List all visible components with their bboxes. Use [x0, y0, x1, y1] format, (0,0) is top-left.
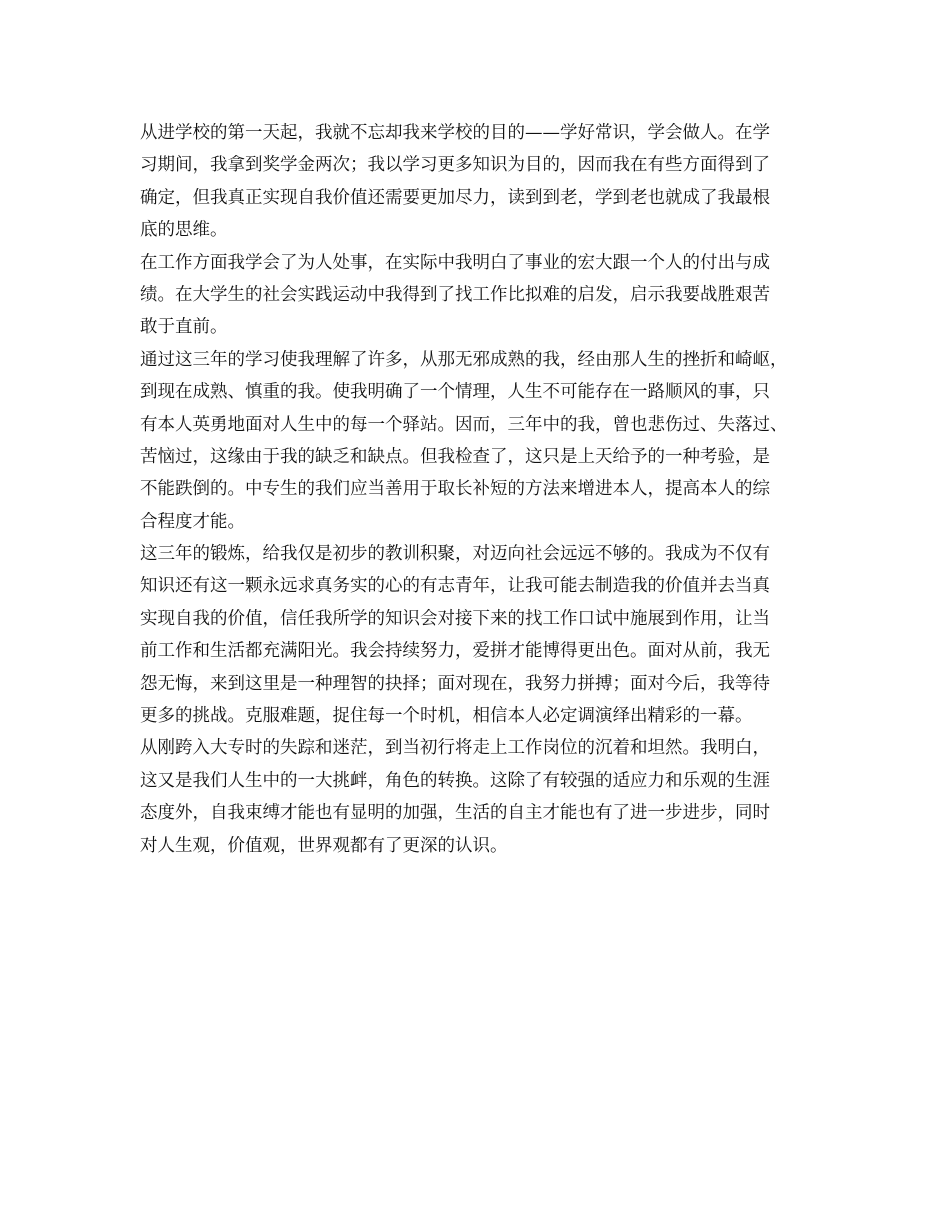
- text-line: 习期间，我拿到奖学金两次；我以学习更多知识为目的，因而我在有些方面得到了: [140, 155, 770, 176]
- text-line: 态度外，自我束缚才能也有显明的加强，生活的自主才能也有了进一步进步，同时: [140, 803, 770, 824]
- text-line: 这又是我们人生中的一大挑衅，角色的转换。这除了有较强的适应力和乐观的生涯: [140, 770, 770, 791]
- document-body: [140, 117, 830, 862]
- text-line: 从刚跨入大专时的失踪和迷茫，到当初行将走上工作岗位的沉着和坦然。我明白，: [140, 738, 770, 759]
- text-line: 绩。在大学生的社会实践运动中我得到了找工作比拟难的启发，启示我要战胜艰苦: [140, 284, 770, 305]
- text-line: 对人生观，价值观，世界观都有了更深的认识。: [140, 835, 508, 856]
- text-line: 确定，但我真正实现自我价值还需要更加尽力，读到到老，学到老也就成了我最根: [140, 187, 770, 208]
- paragraph-1: [140, 117, 830, 247]
- text-line: 苦恼过，这缘由于我的缺乏和缺点。但我检查了，这只是上天给予的一种考验，是: [140, 446, 770, 467]
- paragraph-5: [140, 732, 830, 862]
- text-line: 敢于直前。: [140, 317, 228, 338]
- text-line: 合程度才能。: [140, 511, 245, 532]
- text-line: 从进学校的第一天起，我就不忘却我来学校的目的——学好常识，学会做人。在学: [140, 123, 770, 143]
- text-line: 在工作方面我学会了为人处事，在实际中我明白了事业的宏大跟一个人的付出与成: [140, 252, 770, 273]
- text-line: 通过这三年的学习使我理解了许多，从那无邪成熟的我，经由那人生的挫折和崎岖，: [140, 349, 788, 370]
- text-line: 这三年的锻炼，给我仅是初步的教训积聚，对迈向社会远远不够的。我成为不仅有: [140, 544, 770, 565]
- text-line: 底的思维。: [140, 220, 228, 241]
- text-line: 有本人英勇地面对人生中的每一个驿站。因而，三年中的我，曾也悲伤过、失落过、: [140, 414, 788, 435]
- text-line: 不能跌倒的。中专生的我们应当善用于取长补短的方法来增进本人，提高本人的综: [140, 479, 770, 500]
- text-line: 实现自我的价值，信任我所学的知识会对接下来的找工作口试中施展到作用，让当: [140, 608, 770, 629]
- paragraph-4: [140, 538, 830, 732]
- paragraph-3: [140, 344, 830, 538]
- paragraph-2: [140, 247, 830, 344]
- text-line: 前工作和生活都充满阳光。我会持续努力，爱拼才能博得更出色。面对从前，我无: [140, 641, 770, 662]
- text-line: 怨无悔，来到这里是一种理智的抉择；面对现在，我努力拼搏；面对今后，我等待: [140, 673, 770, 694]
- text-line: 知识还有这一颗永远求真务实的心的有志青年，让我可能去制造我的价值并去当真: [140, 576, 770, 597]
- text-line: 更多的挑战。克服难题，捉住每一个时机，相信本人必定调演绎出精彩的一幕。: [140, 706, 753, 727]
- text-line: 到现在成熟、慎重的我。使我明确了一个情理，人生不可能存在一路顺风的事，只: [140, 382, 770, 403]
